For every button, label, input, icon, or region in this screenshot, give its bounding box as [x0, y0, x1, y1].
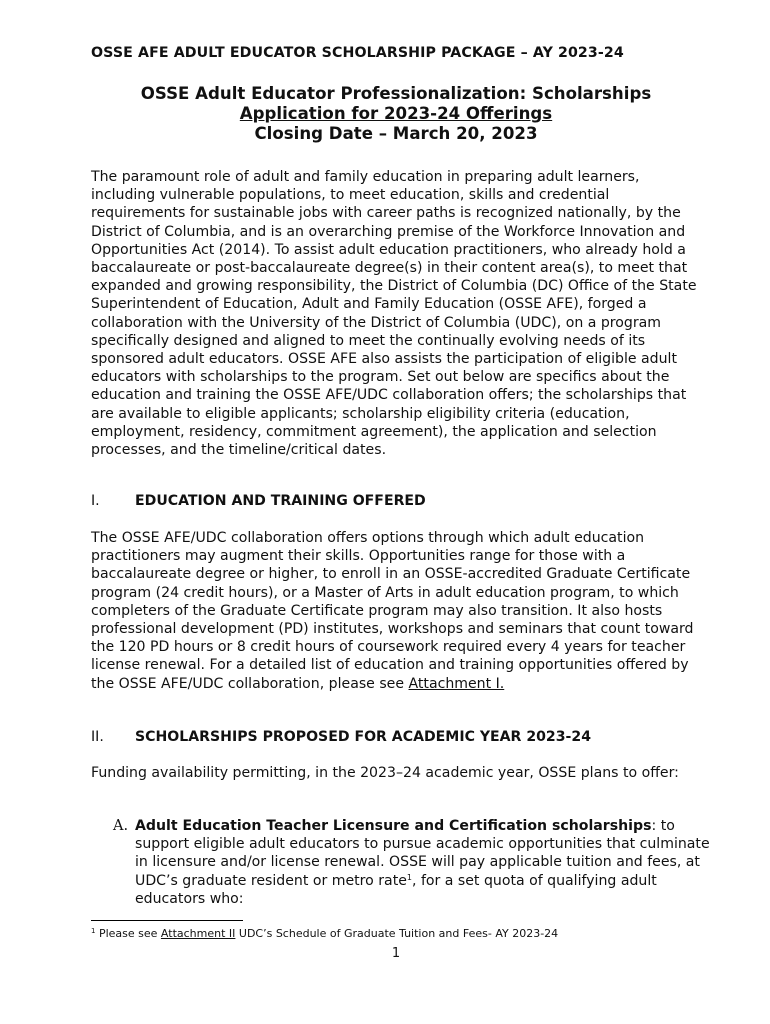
section-1-body: The OSSE AFE/UDC collaboration offers options through which adult education practitioners may augment their skills. Opportunities range for those with a baccalaureate degree or higher, to enroll in an OSSE-accredited Graduate Certificate program (24 credit hours), or a Master of Arts in adult education program, to which completers of the Graduate Certificate program may also transition. It also hosts professional development (PD) institutes, workshops and seminars that count toward the 120 PD hours or 8 credit hours of coursework required every 4 years for teacher license renewal. For a detailed list of education and training opportunities offered by the OSSE AFE/UDC collaboration, please see — [91, 530, 694, 692]
section-2-title: SCHOLARSHIPS PROPOSED FOR ACADEMIC YEAR 2023-24 — [135, 729, 592, 745]
footnote-separator — [91, 920, 243, 921]
footnote-mark: 1 — [91, 927, 96, 935]
title-line-1: OSSE Adult Educator Professionalization: Scholarships — [140, 84, 652, 103]
section-2-heading — [91, 729, 591, 745]
document-title — [91, 84, 701, 144]
footnote-pre: Please see — [95, 927, 161, 940]
footnote-ref[interactable]: 1 — [406, 872, 412, 882]
attachment-2-link[interactable]: Attachment II — [160, 927, 236, 940]
list-item-a-title: Adult Education Teacher Licensure and Certification scholarships — [135, 818, 652, 834]
footnote — [91, 927, 558, 940]
list-item-a-body: : to support eligible adult educators to pursue academic opportunities that culminate in licensure and/or license renewal. OSSE will pay applicable tuition and fees, at UDC’s graduate resident or metro rate — [135, 818, 710, 889]
section-1-paragraph — [91, 529, 706, 693]
section-1-heading — [91, 493, 426, 509]
page-header: OSSE AFE ADULT EDUCATOR SCHOLARSHIP PACKAGE – AY 2023-24 — [91, 45, 624, 61]
list-item-a-body-end: , for a set quota of qualifying adult educators who: — [135, 872, 657, 907]
list-item-a — [113, 817, 713, 908]
section-1-title: EDUCATION AND TRAINING OFFERED — [135, 493, 426, 509]
section-1-number: I. — [91, 493, 100, 509]
intro-paragraph: The paramount role of adult and family education in preparing adult learners, including vulnerable populations, to meet education, skills and credential requirements for sustainable jobs with career paths is recognized nationally, by the District of Columbia, and is an overarching premise of the Workforce Innovation and Opportunities Act (2014). To assist adult education practitioners, who already hold a baccalaureate or post-baccalaureate degree(s) in their content area(s), to meet that expanded and growing responsibility, the District of Columbia (DC) Office of the State Superintendent of Education, Adult and Family Education (OSSE AFE), forged a collaboration with the University of the District of Columbia (UDC), on a program specifically designed and aligned to meet the continually evolving needs of its sponsored adult educators. OSSE AFE also assists the participation of eligible adult educators with scholarships to the program. Set out below are specifics about the education and training the OSSE AFE/UDC collaboration offers; the scholarships that are available to eligible applicants; scholarship eligibility criteria (education, employment, residency, commitment agreement), the application and selection processes, and the timeline/critical dates. — [91, 169, 697, 459]
title-line-2: Application for 2023-24 Offerings — [239, 104, 553, 123]
title-line-3: Closing Date – March 20, 2023 — [254, 124, 538, 143]
section-2-number: II. — [91, 729, 104, 745]
footnote-post: UDC’s Schedule of Graduate Tuition and Fees- AY 2023-24 — [235, 927, 559, 940]
list-item-a-letter: A. — [113, 818, 129, 834]
attachment-1-link[interactable]: Attachment I. — [408, 675, 505, 692]
page-number: 1 — [391, 946, 401, 961]
list-item-a-text — [135, 817, 713, 908]
section-2-paragraph: Funding availability permitting, in the 2023–24 academic year, OSSE plans to offer: — [91, 765, 679, 781]
